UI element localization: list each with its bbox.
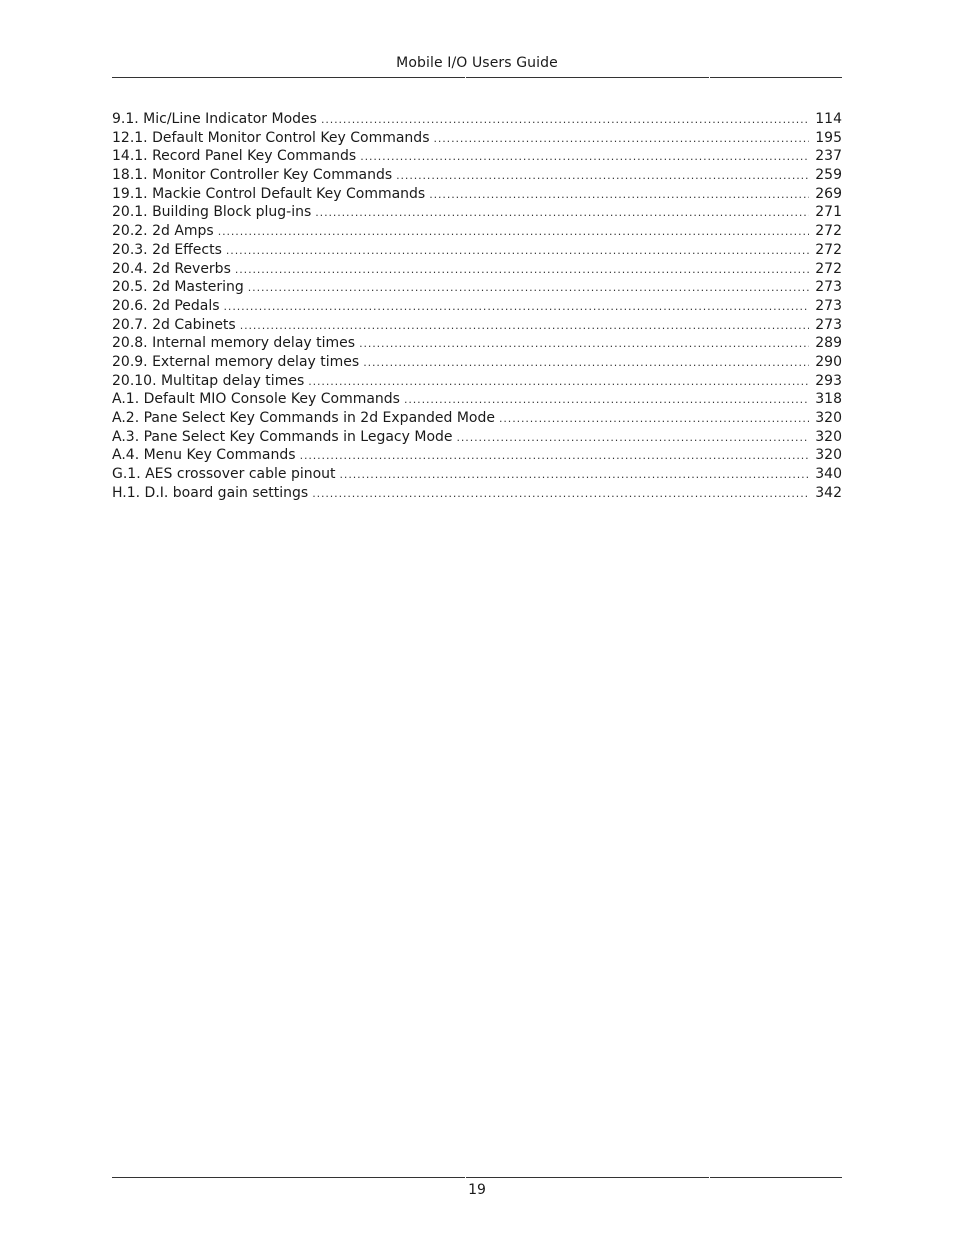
toc-entry[interactable] — [112, 241, 842, 260]
page-number: 19 — [468, 1182, 486, 1198]
table-list — [112, 110, 842, 502]
toc-entry-title: 20.3. 2d Effects — [112, 241, 222, 258]
toc-entry-title: 20.10. Multitap delay times — [112, 372, 305, 389]
toc-entry-title: 9.1. Mic/Line Indicator Modes — [112, 111, 317, 127]
dot-leader — [240, 317, 810, 336]
toc-entry-title: 20.6. 2d Pedals — [112, 297, 220, 314]
toc-entry-page: 237 — [815, 148, 842, 165]
toc-entry-title: 20.2. 2d Amps — [112, 223, 214, 240]
footer-rule-gap — [465, 1177, 466, 1179]
toc-entry-page: 272 — [815, 223, 842, 240]
toc-entry-page: 195 — [815, 129, 842, 146]
toc-entry[interactable] — [112, 278, 842, 297]
toc-entry[interactable] — [112, 446, 842, 465]
toc-entry-title: G.1. AES crossover cable pinout — [112, 466, 336, 483]
toc-entry-title: 14.1. Record Panel Key Commands — [112, 148, 357, 165]
toc-entry[interactable] — [112, 316, 842, 335]
toc-entry-title: A.4. Menu Key Commands — [112, 447, 296, 464]
dot-leader — [308, 373, 809, 392]
toc-entry[interactable] — [112, 484, 842, 503]
toc-entry-title: H.1. D.I. board gain settings — [112, 484, 309, 501]
toc-entry-page: 290 — [815, 353, 842, 370]
toc-entry-page: 318 — [815, 391, 842, 408]
toc-entry[interactable] — [112, 297, 842, 316]
dot-leader — [321, 111, 809, 130]
toc-entry-title: A.3. Pane Select Key Commands in Legacy Mode — [112, 428, 453, 445]
toc-entry[interactable] — [112, 372, 842, 391]
footer-rule — [112, 1177, 842, 1178]
dot-leader — [359, 335, 809, 354]
dot-leader — [499, 410, 809, 429]
toc-entry-page: 320 — [815, 447, 842, 464]
dot-leader — [218, 223, 810, 242]
toc-entry-title: 19.1. Mackie Control Default Key Commands — [112, 185, 426, 202]
toc-entry-title: 12.1. Default Monitor Control Key Commands — [112, 129, 430, 146]
toc-entry[interactable] — [112, 147, 842, 166]
dot-leader — [226, 242, 809, 261]
toc-entry-page: 273 — [815, 279, 842, 296]
toc-entry-title: A.1. Default MIO Console Key Commands — [112, 391, 400, 408]
toc-entry[interactable] — [112, 203, 842, 222]
header-rule — [112, 77, 842, 78]
toc-entry-page: 320 — [815, 428, 842, 445]
dot-leader — [300, 447, 810, 466]
dot-leader — [315, 204, 809, 223]
toc-entry-title: 18.1. Monitor Controller Key Commands — [112, 167, 393, 184]
dot-leader — [433, 130, 809, 149]
footer-rule-gap — [709, 1177, 710, 1179]
toc-entry-page: 293 — [815, 372, 842, 389]
dot-leader — [312, 485, 809, 504]
header-rule-gap — [709, 77, 710, 79]
dot-leader — [396, 167, 809, 186]
toc-entry-page: 272 — [815, 241, 842, 258]
toc-entry[interactable] — [112, 428, 842, 447]
dot-leader — [224, 298, 810, 317]
toc-entry-page: 340 — [815, 466, 842, 483]
dot-leader — [429, 186, 809, 205]
toc-entry[interactable] — [112, 334, 842, 353]
toc-entry[interactable] — [112, 185, 842, 204]
toc-entry[interactable] — [112, 409, 842, 428]
toc-entry-title: 20.5. 2d Mastering — [112, 279, 244, 296]
dot-leader — [363, 354, 809, 373]
toc-entry[interactable] — [112, 110, 842, 129]
running-header: Mobile I/O Users Guide — [396, 55, 558, 71]
toc-entry[interactable] — [112, 465, 842, 484]
dot-leader — [457, 429, 810, 448]
toc-entry-page: 272 — [815, 260, 842, 277]
toc-entry[interactable] — [112, 166, 842, 185]
dot-leader — [248, 279, 809, 298]
toc-entry-page: 259 — [815, 167, 842, 184]
toc-entry-page: 114 — [815, 111, 842, 127]
toc-entry-title: 20.1. Building Block plug-ins — [112, 204, 312, 221]
toc-entry[interactable] — [112, 129, 842, 148]
toc-entry-title: 20.8. Internal memory delay times — [112, 335, 356, 352]
toc-entry-page: 273 — [815, 316, 842, 333]
toc-entry-page: 271 — [815, 204, 842, 221]
toc-entry-title: 20.7. 2d Cabinets — [112, 316, 236, 333]
toc-entry-page: 269 — [815, 185, 842, 202]
toc-entry-page: 273 — [815, 297, 842, 314]
toc-entry[interactable] — [112, 353, 842, 372]
toc-entry-page: 289 — [815, 335, 842, 352]
toc-entry-title: 20.9. External memory delay times — [112, 353, 360, 370]
dot-leader — [235, 261, 809, 280]
toc-entry-page: 320 — [815, 410, 842, 426]
header-rule-gap — [465, 77, 466, 79]
toc-entry[interactable] — [112, 390, 842, 409]
dot-leader — [404, 391, 809, 410]
toc-entry-title: A.2. Pane Select Key Commands in 2d Expanded Mode — [112, 410, 495, 426]
toc-entry[interactable] — [112, 222, 842, 241]
toc-entry[interactable] — [112, 260, 842, 279]
dot-leader — [340, 466, 810, 485]
dot-leader — [360, 148, 809, 167]
toc-entry-title: 20.4. 2d Reverbs — [112, 260, 231, 277]
toc-entry-page: 342 — [815, 484, 842, 501]
